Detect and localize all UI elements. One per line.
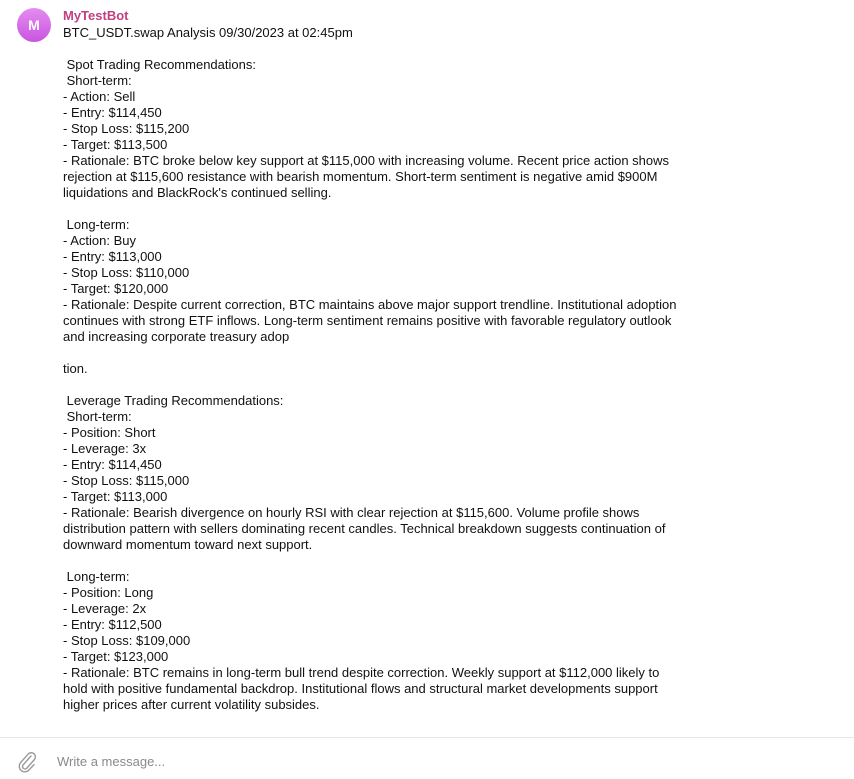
message-line: - Leverage: 2x — [63, 601, 147, 616]
message-line: - Rationale: BTC broke below key support at $115,000 with increasing volume. Recent price action shows — [63, 153, 670, 168]
message-line: - Rationale: Despite current correction, BTC maintains above major support trendline. Institutional adoption — [63, 297, 677, 312]
message-body — [63, 25, 723, 713]
message-line — [63, 553, 723, 569]
message-line — [63, 41, 723, 57]
message-line: higher prices after current volatility subsides. — [63, 697, 320, 712]
message-line: - Entry: $114,450 — [63, 457, 162, 472]
message-line: - Stop Loss: $115,200 — [63, 121, 190, 136]
message-line: rejection at $115,600 resistance with bearish momentum. Short-term sentiment is negative amid $900M — [63, 169, 658, 184]
message-line: distribution pattern with sellers dominating recent candles. Technical breakdown suggests continuation of — [63, 521, 666, 536]
message-line: - Entry: $114,450 — [63, 105, 162, 120]
message-line — [63, 201, 723, 217]
message-input[interactable] — [57, 748, 817, 774]
message-line: - Stop Loss: $109,000 — [63, 633, 191, 648]
message-line — [63, 345, 723, 361]
message-line: Short-term: — [63, 73, 132, 88]
sender-name[interactable]: MyTestBot — [63, 8, 129, 23]
message-line: - Target: $113,000 — [63, 489, 168, 504]
message-line: - Leverage: 3x — [63, 441, 147, 456]
message-line: Short-term: — [63, 409, 132, 424]
message-title: BTC_USDT.swap Analysis 09/30/2023 at 02:45pm — [63, 25, 353, 40]
message-line: Leverage Trading Recommendations: — [63, 393, 284, 408]
message-line: - Target: $113,500 — [63, 137, 168, 152]
message-line: - Stop Loss: $110,000 — [63, 265, 190, 280]
message-line: - Target: $120,000 — [63, 281, 169, 296]
message-line: and increasing corporate treasury adop — [63, 329, 290, 344]
message-line: - Position: Short — [63, 425, 156, 440]
message-line — [63, 377, 723, 393]
message-line: - Rationale: Bearish divergence on hourly RSI with clear rejection at $115,600. Volume profile shows — [63, 505, 640, 520]
message-line: downward momentum toward next support. — [63, 537, 313, 552]
message-line: liquidations and BlackRock's continued selling. — [63, 185, 332, 200]
message-line: - Entry: $113,000 — [63, 249, 162, 264]
paperclip-icon[interactable] — [16, 750, 38, 774]
message-line: - Position: Long — [63, 585, 154, 600]
message-line: Long-term: — [63, 569, 130, 584]
message-line: Long-term: — [63, 217, 130, 232]
message-line: - Action: Buy — [63, 233, 136, 248]
message-line: - Stop Loss: $115,000 — [63, 473, 190, 488]
message-line: - Rationale: BTC remains in long-term bull trend despite correction. Weekly support at $112,000 likely to — [63, 665, 660, 680]
message-line: tion. — [63, 361, 88, 376]
message-line: - Target: $123,000 — [63, 649, 169, 664]
avatar[interactable]: M — [17, 8, 51, 42]
message-line: continues with strong ETF inflows. Long-term sentiment remains positive with favorable regulatory outlook — [63, 313, 672, 328]
message-line: hold with positive fundamental backdrop. Institutional flows and structural market developments support — [63, 681, 658, 696]
message-line: Spot Trading Recommendations: — [63, 57, 256, 72]
message-line: - Entry: $112,500 — [63, 617, 162, 632]
message-composer — [0, 737, 854, 777]
message-line: - Action: Sell — [63, 89, 136, 104]
